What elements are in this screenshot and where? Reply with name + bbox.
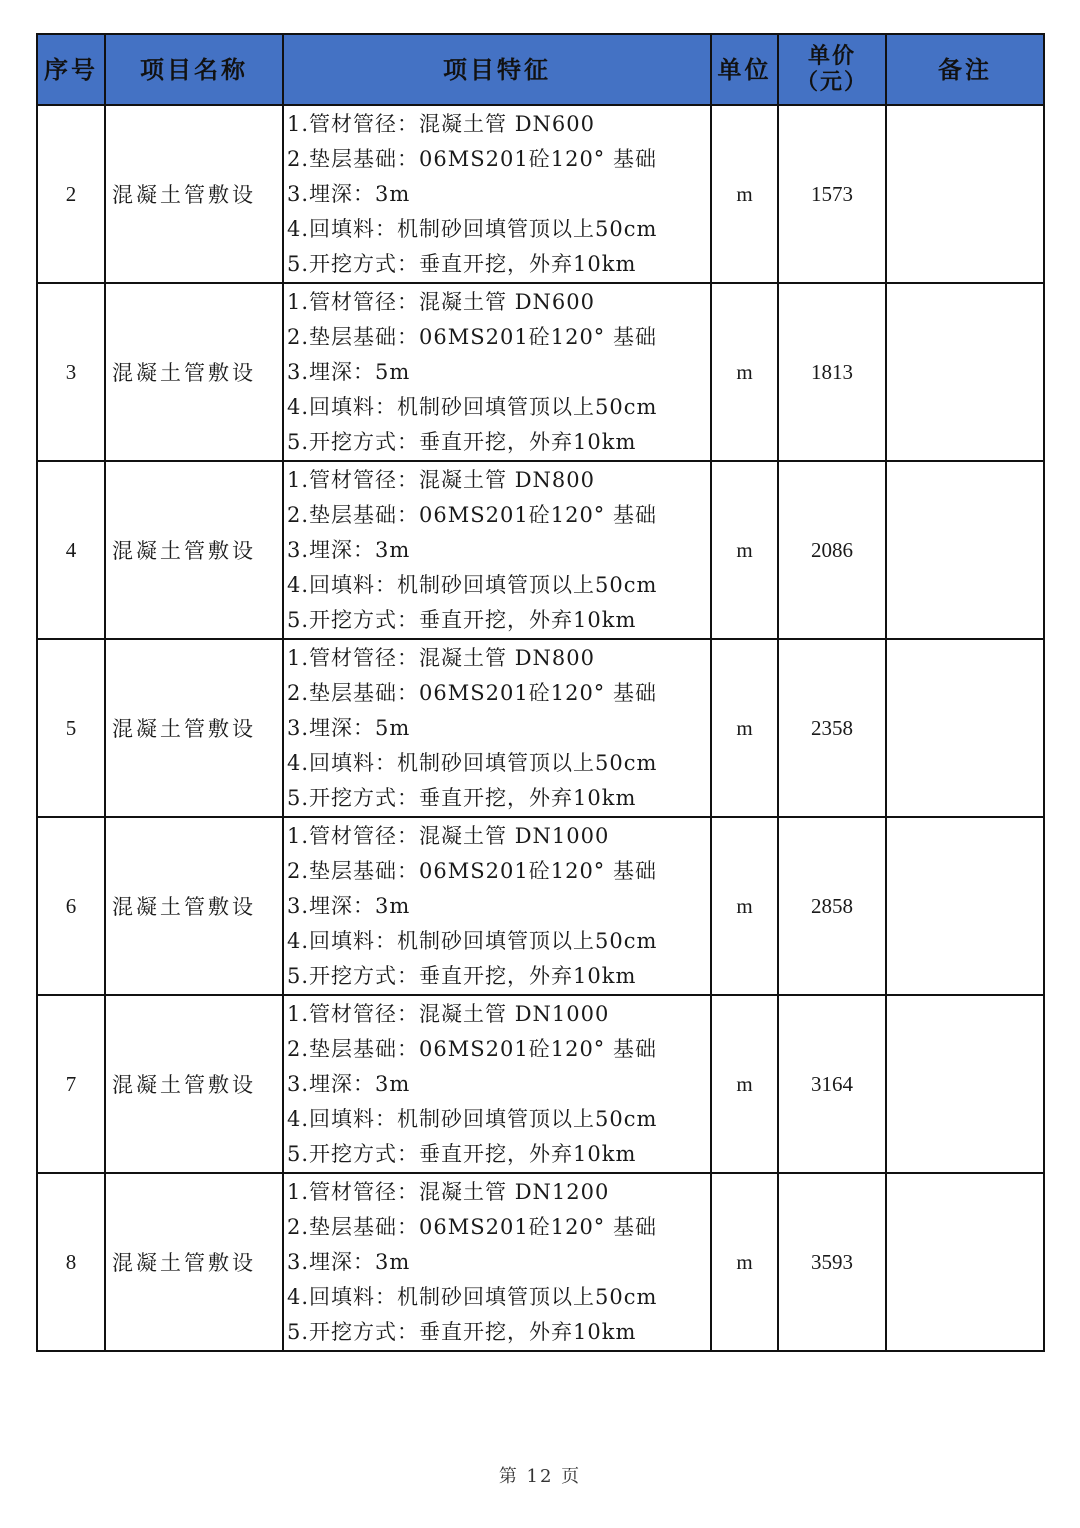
table-row [37, 1173, 1044, 1351]
table-row [37, 817, 1044, 995]
feature-line: 3.埋深：3m [287, 893, 411, 918]
feature-line: 4.回填料：机制砂回填管顶以上50cm [287, 394, 658, 419]
item-remark [886, 639, 1044, 817]
table-row [37, 283, 1044, 461]
feature-line: 5.开挖方式：垂直开挖，外弃10km [287, 785, 637, 810]
row-number: 7 [37, 995, 105, 1173]
item-name: 混凝土管敷设 [105, 639, 283, 817]
feature-line: 4.回填料：机制砂回填管顶以上50cm [287, 1284, 658, 1309]
item-name: 混凝土管敷设 [105, 1173, 283, 1351]
feature-line: 4.回填料：机制砂回填管顶以上50cm [287, 1106, 658, 1131]
item-unit: m [711, 817, 778, 995]
header-row [37, 34, 1044, 105]
item-remark [886, 461, 1044, 639]
item-unit-price: 2086 [778, 461, 886, 639]
item-remark [886, 283, 1044, 461]
header-features: 项目特征 [283, 34, 711, 105]
item-remark [886, 1173, 1044, 1351]
item-unit-price: 3593 [778, 1173, 886, 1351]
item-features [283, 105, 711, 283]
item-unit-price: 3164 [778, 995, 886, 1173]
feature-line: 1.管材管径：混凝土管 DN1000 [287, 1001, 610, 1026]
header-remark: 备注 [886, 34, 1044, 105]
item-unit: m [711, 995, 778, 1173]
row-number: 8 [37, 1173, 105, 1351]
feature-line: 4.回填料：机制砂回填管顶以上50cm [287, 928, 658, 953]
feature-line: 4.回填料：机制砂回填管顶以上50cm [287, 572, 658, 597]
feature-line: 5.开挖方式：垂直开挖，外弃10km [287, 429, 637, 454]
feature-line: 1.管材管径：混凝土管 DN800 [287, 467, 596, 492]
feature-line: 5.开挖方式：垂直开挖，外弃10km [287, 251, 637, 276]
bill-of-quantities-table [36, 33, 1045, 1352]
item-name: 混凝土管敷设 [105, 105, 283, 283]
row-number: 5 [37, 639, 105, 817]
item-features [283, 639, 711, 817]
table-row [37, 995, 1044, 1173]
item-remark [886, 817, 1044, 995]
item-name: 混凝土管敷设 [105, 817, 283, 995]
feature-line: 1.管材管径：混凝土管 DN600 [287, 289, 596, 314]
feature-line: 1.管材管径：混凝土管 DN1000 [287, 823, 610, 848]
feature-line: 4.回填料：机制砂回填管顶以上50cm [287, 216, 658, 241]
feature-line: 3.埋深：5m [287, 359, 411, 384]
item-unit-price: 2858 [778, 817, 886, 995]
item-unit: m [711, 1173, 778, 1351]
feature-line: 5.开挖方式：垂直开挖，外弃10km [287, 607, 637, 632]
page-number: 第 12 页 [498, 1466, 582, 1487]
row-number: 6 [37, 817, 105, 995]
item-name: 混凝土管敷设 [105, 995, 283, 1173]
feature-line: 2.垫层基础：06MS201砼120° 基础 [287, 146, 657, 171]
item-features [283, 995, 711, 1173]
header-price: 单价（元） [778, 34, 886, 105]
feature-line: 1.管材管径：混凝土管 DN600 [287, 111, 596, 136]
table-body [37, 105, 1044, 1351]
table-row [37, 639, 1044, 817]
item-unit-price: 1573 [778, 105, 886, 283]
header-name: 项目名称 [105, 34, 283, 105]
feature-line: 4.回填料：机制砂回填管顶以上50cm [287, 750, 658, 775]
feature-line: 5.开挖方式：垂直开挖，外弃10km [287, 1319, 637, 1344]
feature-line: 1.管材管径：混凝土管 DN800 [287, 645, 596, 670]
item-unit: m [711, 639, 778, 817]
row-number: 4 [37, 461, 105, 639]
table-row [37, 105, 1044, 283]
item-name: 混凝土管敷设 [105, 461, 283, 639]
row-number: 3 [37, 283, 105, 461]
feature-line: 2.垫层基础：06MS201砼120° 基础 [287, 680, 657, 705]
item-features [283, 461, 711, 639]
item-unit-price: 2358 [778, 639, 886, 817]
feature-line: 2.垫层基础：06MS201砼120° 基础 [287, 502, 657, 527]
header-unit: 单位 [711, 34, 778, 105]
feature-line: 3.埋深：5m [287, 715, 411, 740]
item-features [283, 283, 711, 461]
feature-line: 1.管材管径：混凝土管 DN1200 [287, 1179, 610, 1204]
feature-line: 3.埋深：3m [287, 1249, 411, 1274]
feature-line: 5.开挖方式：垂直开挖，外弃10km [287, 1141, 637, 1166]
item-remark [886, 995, 1044, 1173]
item-unit: m [711, 283, 778, 461]
item-unit: m [711, 105, 778, 283]
item-unit-price: 1813 [778, 283, 886, 461]
feature-line: 3.埋深：3m [287, 1071, 411, 1096]
feature-line: 3.埋深：3m [287, 181, 411, 206]
item-features [283, 1173, 711, 1351]
feature-line: 2.垫层基础：06MS201砼120° 基础 [287, 1036, 657, 1061]
feature-line: 5.开挖方式：垂直开挖，外弃10km [287, 963, 637, 988]
item-remark [886, 105, 1044, 283]
feature-line: 2.垫层基础：06MS201砼120° 基础 [287, 858, 657, 883]
item-unit: m [711, 461, 778, 639]
item-features [283, 817, 711, 995]
row-number: 2 [37, 105, 105, 283]
header-no: 序号 [37, 34, 105, 105]
feature-line: 3.埋深：3m [287, 537, 411, 562]
table-header [37, 34, 1044, 105]
item-name: 混凝土管敷设 [105, 283, 283, 461]
feature-line: 2.垫层基础：06MS201砼120° 基础 [287, 1214, 657, 1239]
table-row [37, 461, 1044, 639]
feature-line: 2.垫层基础：06MS201砼120° 基础 [287, 324, 657, 349]
